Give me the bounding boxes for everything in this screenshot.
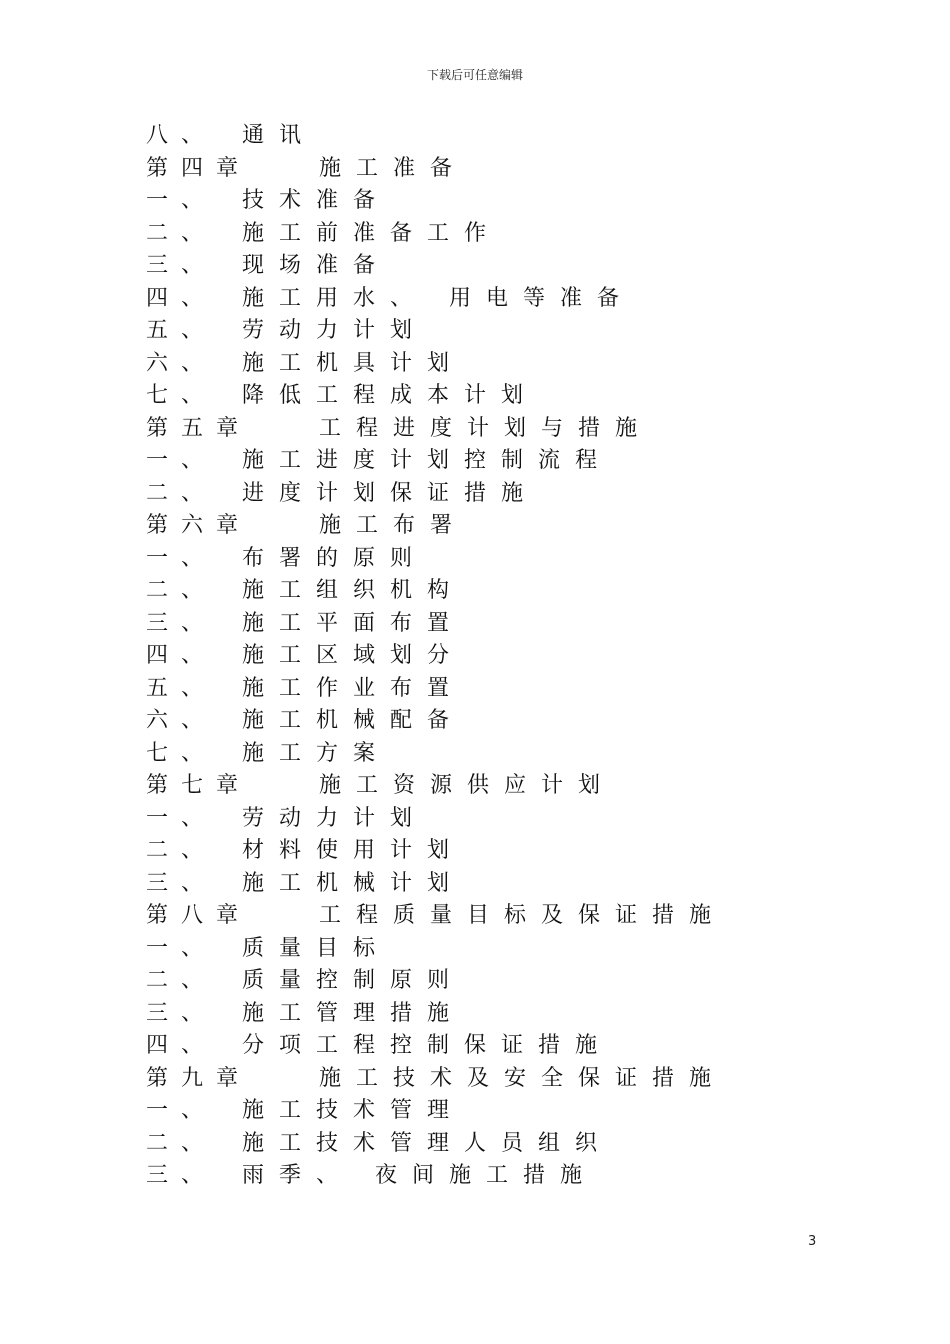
table-of-contents — [146, 120, 846, 1193]
toc-section-entry — [146, 933, 846, 966]
toc-entry-title: 施工资源供应计划 — [319, 773, 616, 798]
toc-entry-number: 第五章 — [146, 415, 252, 441]
toc-entry-title: 劳动力计划 — [242, 805, 428, 831]
toc-section-entry — [146, 673, 846, 706]
toc-entry-number: 二、 — [146, 968, 217, 993]
toc-section-entry — [146, 543, 846, 576]
toc-entry-title: 质量控制原则 — [242, 968, 465, 993]
toc-entry-title: 施工机械配备 — [242, 708, 465, 733]
toc-entry-number: 一、 — [146, 188, 217, 213]
toc-entry-number: 第六章 — [146, 513, 252, 538]
toc-entry-number: 四、 — [146, 1033, 217, 1058]
toc-entry-number: 七、 — [146, 740, 217, 766]
page-header: 下载后可任意编辑 — [426, 68, 523, 82]
toc-section-entry — [146, 1160, 846, 1193]
toc-entry-number: 三、 — [146, 870, 217, 896]
toc-section-entry — [146, 218, 846, 251]
toc-section-entry — [146, 608, 846, 641]
toc-entry-title: 劳动力计划 — [242, 318, 428, 343]
toc-entry-number: 一、 — [146, 1098, 217, 1123]
toc-entry-number: 二、 — [146, 480, 217, 506]
toc-chapter-entry — [146, 413, 846, 446]
toc-section-entry — [146, 120, 846, 153]
toc-entry-number: 八、 — [146, 123, 217, 148]
toc-section-entry — [146, 998, 846, 1031]
toc-entry-number: 六、 — [146, 708, 217, 733]
toc-entry-title: 质量目标 — [242, 935, 391, 961]
toc-section-entry — [146, 1128, 846, 1161]
toc-section-entry — [146, 705, 846, 738]
toc-section-entry — [146, 835, 846, 868]
toc-section-entry — [146, 445, 846, 478]
toc-entry-title: 施工布署 — [319, 513, 468, 538]
toc-entry-number: 七、 — [146, 383, 217, 408]
toc-section-entry — [146, 185, 846, 218]
toc-entry-title: 施工方案 — [242, 740, 391, 766]
toc-chapter-entry — [146, 770, 846, 803]
toc-entry-number: 二、 — [146, 838, 217, 863]
toc-entry-number: 一、 — [146, 935, 217, 961]
toc-entry-title: 施工平面布置 — [242, 610, 465, 636]
toc-section-entry — [146, 315, 846, 348]
toc-entry-title: 通讯 — [242, 123, 317, 148]
toc-chapter-entry — [146, 1063, 846, 1096]
toc-entry-title: 施工用水、 用电等准备 — [242, 285, 634, 311]
toc-chapter-entry — [146, 153, 846, 186]
toc-section-entry — [146, 1095, 846, 1128]
toc-entry-title: 降低工程成本计划 — [242, 383, 539, 408]
toc-section-entry — [146, 640, 846, 673]
toc-entry-number: 五、 — [146, 675, 217, 701]
toc-entry-number: 第四章 — [146, 155, 252, 181]
page-number: 3 — [808, 1234, 817, 1249]
toc-entry-title: 进度计划保证措施 — [242, 480, 539, 506]
toc-section-entry — [146, 250, 846, 283]
toc-entry-title: 现场准备 — [242, 253, 391, 278]
toc-entry-title: 施工作业布置 — [242, 675, 465, 701]
toc-entry-title: 施工技术及安全保证措施 — [319, 1065, 727, 1091]
toc-entry-title: 布署的原则 — [242, 545, 428, 571]
toc-entry-title: 施工区域划分 — [242, 643, 465, 668]
toc-entry-title: 施工机具计划 — [242, 350, 465, 376]
toc-entry-number: 一、 — [146, 545, 217, 571]
toc-section-entry — [146, 1030, 846, 1063]
toc-entry-number: 第九章 — [146, 1065, 252, 1091]
toc-chapter-entry — [146, 900, 846, 933]
toc-entry-number: 二、 — [146, 578, 217, 603]
toc-entry-number: 二、 — [146, 1130, 217, 1156]
toc-section-entry — [146, 803, 846, 836]
toc-entry-title: 技术准备 — [242, 188, 391, 213]
toc-section-entry — [146, 965, 846, 998]
toc-entry-number: 三、 — [146, 1163, 217, 1188]
toc-section-entry — [146, 348, 846, 381]
toc-entry-number: 一、 — [146, 805, 217, 831]
toc-entry-number: 三、 — [146, 1000, 217, 1026]
toc-entry-title: 施工前准备工作 — [242, 220, 502, 246]
toc-entry-number: 一、 — [146, 448, 217, 473]
toc-entry-title: 材料使用计划 — [242, 838, 465, 863]
toc-chapter-entry — [146, 510, 846, 543]
toc-entry-number: 三、 — [146, 610, 217, 636]
toc-entry-title: 工程质量目标及保证措施 — [319, 903, 727, 928]
toc-section-entry — [146, 738, 846, 771]
toc-entry-number: 第八章 — [146, 903, 252, 928]
toc-entry-title: 雨季、 夜间施工措施 — [242, 1163, 597, 1188]
toc-entry-number: 五、 — [146, 318, 217, 343]
toc-entry-title: 分项工程控制保证措施 — [242, 1033, 613, 1058]
toc-section-entry — [146, 478, 846, 511]
toc-entry-title: 施工机械计划 — [242, 870, 465, 896]
toc-entry-title: 施工管理措施 — [242, 1000, 465, 1026]
toc-entry-number: 二、 — [146, 220, 217, 246]
toc-section-entry — [146, 575, 846, 608]
toc-section-entry — [146, 283, 846, 316]
toc-entry-number: 四、 — [146, 285, 217, 311]
toc-entry-title: 施工准备 — [319, 155, 468, 181]
toc-entry-title: 施工技术管理 — [242, 1098, 465, 1123]
toc-entry-number: 第七章 — [146, 773, 252, 798]
toc-entry-number: 四、 — [146, 643, 217, 668]
toc-entry-title: 施工技术管理人员组织 — [242, 1130, 613, 1156]
toc-entry-title: 施工组织机构 — [242, 578, 465, 603]
toc-entry-title: 工程进度计划与措施 — [319, 415, 653, 441]
toc-section-entry — [146, 380, 846, 413]
toc-entry-title: 施工进度计划控制流程 — [242, 448, 613, 473]
toc-entry-number: 三、 — [146, 253, 217, 278]
toc-entry-number: 六、 — [146, 350, 217, 376]
toc-section-entry — [146, 868, 846, 901]
